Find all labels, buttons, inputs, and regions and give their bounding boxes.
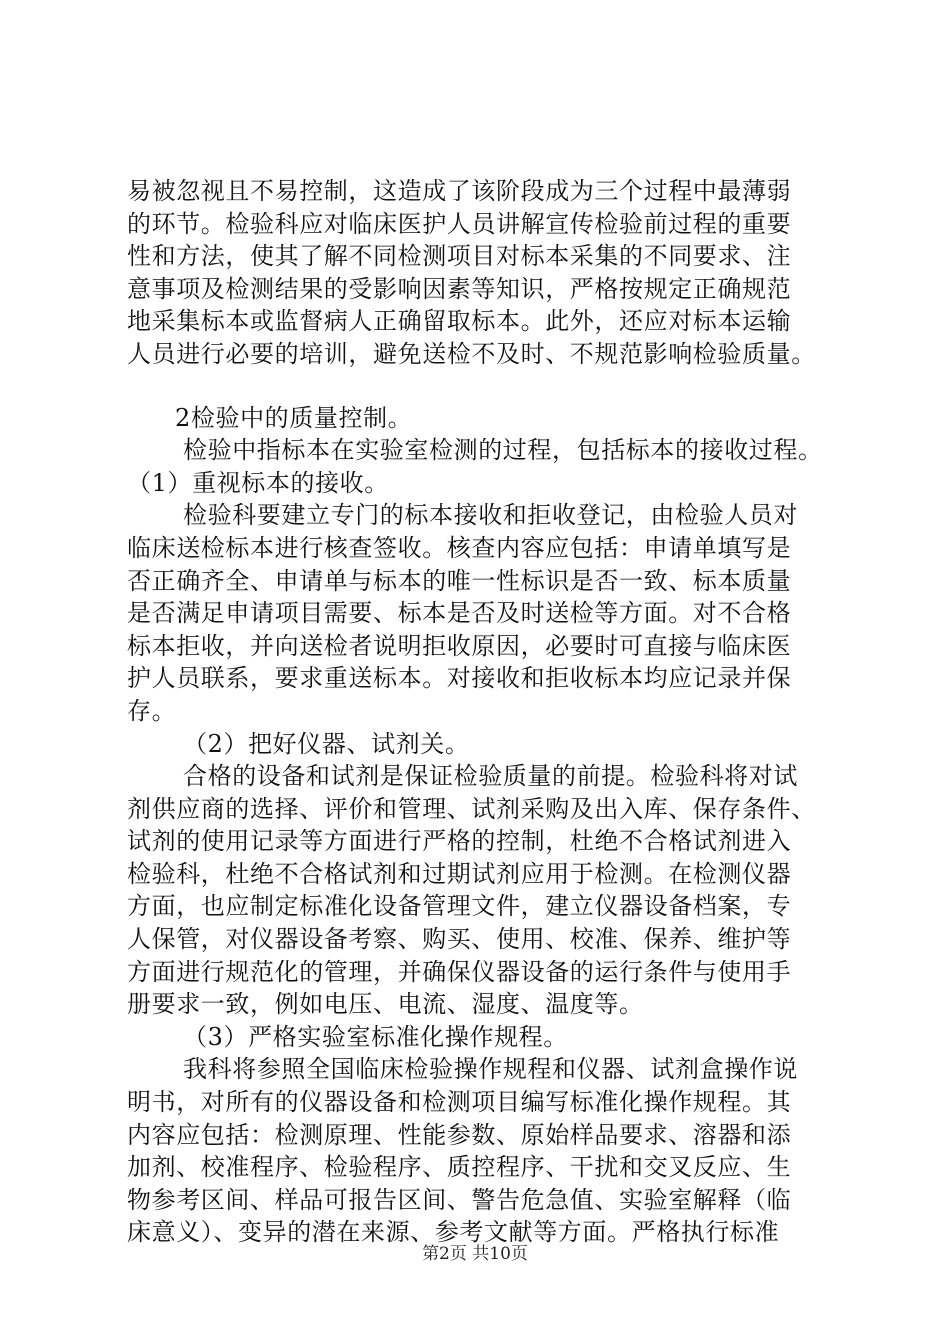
text-line: 标本拒收，并向送检者说明拒收原因，必要时可直接与临床医 (127, 631, 792, 660)
page-number-footer: 第2页 共10页 (422, 1244, 528, 1264)
subsection-heading: （3）严格实验室标准化操作规程。 (183, 1022, 568, 1051)
text-line: 地采集标本或监督病人正确留取标本。此外，还应对标本运输 (127, 307, 792, 336)
text-line: 护人员联系，要求重送标本。对接收和拒收标本均应记录并保 (127, 664, 792, 693)
text-line: 加剂、校准程序、检验程序、质控程序、干扰和交叉反应、生 (127, 1153, 792, 1182)
text-line: 册要求一致，例如电压、电流、湿度、温度等。 (127, 990, 644, 1019)
text-line: 合格的设备和试剂是保证检验质量的前提。检验科将对试 (183, 762, 798, 791)
text-line: 物参考区间、样品可报告区间、警告危急值、实验室解释（临 (127, 1185, 792, 1214)
text-line: 我科将参照全国临床检验操作规程和仪器、试剂盒操作说 (183, 1055, 798, 1084)
text-line: 检验中指标本在实验室检测的过程，包括标本的接收过程。 (183, 436, 823, 465)
text-line: 临床送检标本进行核查签收。核查内容应包括：申请单填写是 (127, 533, 792, 562)
text-line: 剂供应商的选择、评价和管理、试剂采购及出入库、保存条件、 (127, 794, 816, 823)
paragraph-instruments-reagents (127, 760, 837, 1021)
section-heading: 2检验中的质量控制。 (175, 403, 413, 432)
text-line: 易被忽视且不易控制，这造成了该阶段成为三个过程中最薄弱 (127, 177, 792, 205)
text-line: 意事项及检测结果的受影响因素等知识，严格按规定正确规范 (127, 274, 792, 303)
text-line: 人保管，对仪器设备考察、购买、使用、校准、保养、维护等 (127, 925, 792, 954)
text-line: 试剂的使用记录等方面进行严格的控制，杜绝不合格试剂进入 (127, 827, 792, 856)
text-line: 明书，对所有的仪器设备和检测项目编写标准化操作规程。其 (127, 1088, 792, 1117)
subsection-heading: （2）把好仪器、试剂关。 (183, 729, 470, 758)
text-line: 是否满足申请项目需要、标本是否及时送检等方面。对不合格 (127, 599, 792, 628)
text-line: 性和方法，使其了解不同检测项目对标本采集的不同要求、注 (127, 242, 792, 271)
text-line: 方面，也应制定标准化设备管理文件，建立仪器设备档案，专 (127, 892, 792, 921)
text-line: 否正确齐全、申请单与标本的唯一性标识是否一致、标本质量 (127, 566, 792, 595)
document-body (127, 175, 837, 1249)
paragraph-gap (127, 371, 837, 402)
paragraph-specimen-receipt (127, 499, 837, 727)
text-line: 床意义）、变异的潜在来源、参考文献等方面。严格执行标准 (127, 1218, 780, 1247)
text-line: 检验科要建立专门的标本接收和拒收登记，由检验人员对 (183, 501, 798, 530)
text-line: 内容应包括：检测原理、性能参数、原始样品要求、溶器和添 (127, 1120, 792, 1149)
text-line: 人员进行必要的培训，避免送检不及时、不规范影响检验质量。 (127, 339, 816, 368)
subsection-heading: （1）重视标本的接收。 (127, 468, 389, 497)
paragraph-sop (127, 1053, 837, 1249)
text-line: 存。 (127, 696, 177, 725)
paragraph-intro (127, 175, 837, 371)
text-line: 检验科，杜绝不合格试剂和过期试剂应用于检测。在检测仪器 (127, 859, 792, 888)
text-line: 的环节。检验科应对临床医护人员讲解宣传检验前过程的重要 (127, 209, 792, 238)
text-line: 方面进行规范化的管理，并确保仪器设备的运行条件与使用手 (127, 957, 792, 986)
